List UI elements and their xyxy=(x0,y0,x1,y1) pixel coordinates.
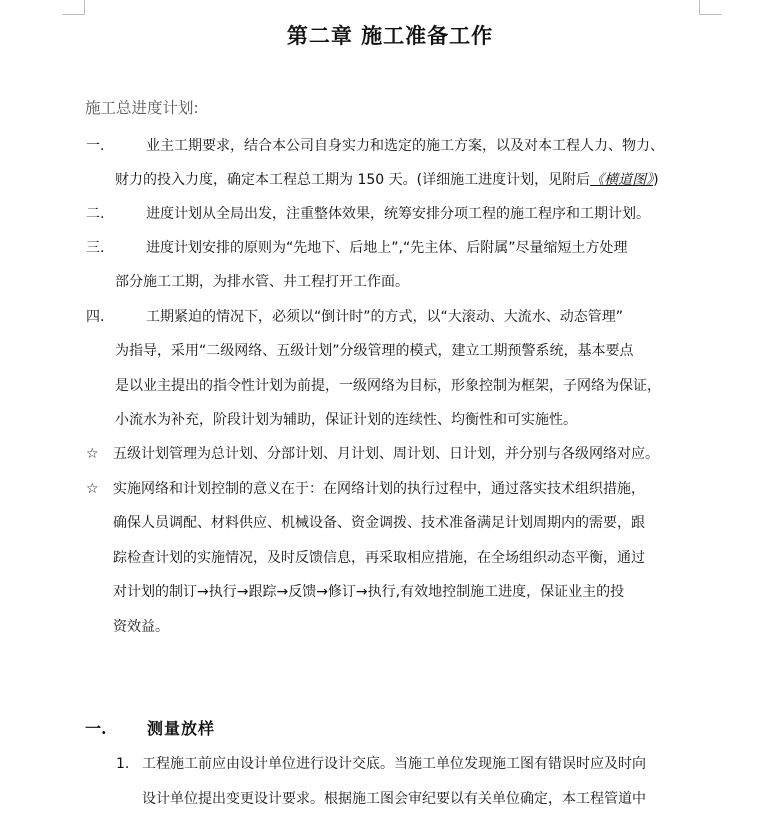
subheading: 施工总进度计划: xyxy=(85,99,199,117)
star-line: 对计划的制订→执行→跟踪→反馈→修订→执行,有效地控制施工进度，保证业主的投 xyxy=(113,584,625,600)
item-marker: 四. xyxy=(86,309,105,325)
item-line: 为指导，采用“二级网络、五级计划”分级管理的模式，建立工期预警系统，基本要点 xyxy=(115,343,634,359)
star-bullet-icon: ☆ xyxy=(86,481,99,497)
star-line: 资效益。 xyxy=(113,619,169,635)
star-line: 确保人员调配、材料供应、机械设备、资金调拨、技术准备满足计划周期内的需要，跟 xyxy=(113,515,645,531)
item-marker: 三. xyxy=(86,240,105,256)
star-bullet-icon: ☆ xyxy=(86,446,99,462)
section-title: 测量放样 xyxy=(147,719,216,738)
item-line: 小流水为补充，阶段计划为辅助，保证计划的连续性、均衡性和可实施性。 xyxy=(115,412,577,428)
item-line: 财力的投入力度，确定本工程总工期为 150 天。(详细施工进度计划，见附后《横道图》) xyxy=(115,172,659,188)
numbered-marker: 1. xyxy=(116,756,130,772)
item-line: 工期紧迫的情况下，必须以“倒计时”的方式，以“大滚动、大流水、动态管理” xyxy=(146,309,624,325)
section-marker: 一. xyxy=(85,719,107,738)
item-marker: 一. xyxy=(86,138,105,154)
item-line: 业主工期要求，结合本公司自身实力和选定的施工方案，以及对本工程人力、物力、 xyxy=(146,138,664,154)
crop-mark-left xyxy=(62,0,85,15)
star-line: 踪检查计划的实施情况，及时反馈信息，再采取相应措施，在全场组织动态平衡，通过 xyxy=(113,550,645,566)
item-line: 进度计划安排的原则为“先地下、后地上”,“先主体、后附属”尽量缩短土方处理 xyxy=(146,240,628,256)
star-line: 实施网络和计划控制的意义在于：在网络计划的执行过程中，通过落实技术组织措施， xyxy=(113,481,645,497)
gantt-chart-link[interactable]: 《横道图》 xyxy=(590,172,654,188)
chapter-title: 第二章 施工准备工作 xyxy=(286,23,494,48)
star-line: 五级计划管理为总计划、分部计划、月计划、周计划、日计划，并分别与各级网络对应。 xyxy=(113,446,659,462)
crop-mark-right xyxy=(699,0,722,15)
numbered-line: 设计单位提出变更设计要求。根据施工图会审纪要以有关单位确定，本工程管道中 xyxy=(142,791,646,807)
numbered-line: 工程施工前应由设计单位进行设计交底。当施工单位发现施工图有错误时应及时向 xyxy=(142,756,646,772)
item-marker: 二. xyxy=(86,206,105,222)
item-line: 进度计划从全局出发，注重整体效果，统筹安排分项工程的施工程序和工期计划。 xyxy=(146,206,650,222)
item-line: 是以业主提出的指令性计划为前提，一级网络为目标，形象控制为框架，子网络为保证， xyxy=(115,378,661,394)
item-line: 部分施工工期，为排水管、井工程打开工作面。 xyxy=(115,274,409,290)
